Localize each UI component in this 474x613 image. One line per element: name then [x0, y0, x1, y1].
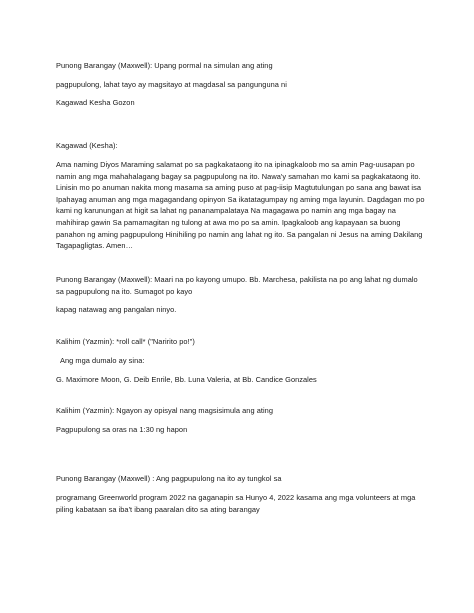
paragraph-opening-name: Kagawad Kesha Gozon — [56, 98, 135, 107]
paragraph-attendees-label: Ang mga dumalo ay sina: — [60, 356, 145, 365]
paragraph-roll-call-request: Punong Barangay (Maxwell): Maari na po kayong umupo. Bb. Marchesa, pakilista na po ang lahat ng dumalo sa pagpupulong na ito. Sumagot po kayo — [56, 275, 418, 296]
paragraph-topic: Punong Barangay (Maxwell) : Ang pagpupulong na ito ay tungkol sa — [56, 474, 282, 483]
paragraph-opening-statement: Punong Barangay (Maxwell): Upang pormal na simulan ang ating — [56, 61, 273, 70]
paragraph-speaker-kesha: Kagawad (Kesha): — [56, 141, 118, 150]
paragraph-opening-continuation: pagpupulong, lahat tayo ay magsitayo at magdasal sa pangunguna ni — [56, 80, 287, 89]
paragraph-prayer: Ama naming Diyos Maraming salamat po sa pagkakataong ito na ipinagkaloob mo sa amin Pag-uusapan po namin ang mga mahahalagang bagay sa pagpupulong na ito. Nawa'y samahan mo kami sa pagkakataong ito. Linisin mo po anuman nakita mong masama sa aming puso at pag-iisip Magtutulungan po sana ang bawat isa Ipahayag anuman ang mga magagandang opinyon Sa ikatatagumpay ng aming mga layunin. Dagdagan mo po kami ng karunungan at higit sa lahat ng pananampalataya Na magagawa po namin ang mga bagay na mahihirap gawin Sa pamamagitan ng tulong at awa mo po sa amin. Ipagkaloob ang kapayaan sa buong panahon ng aming pagpupulong Hinihiling po namin ang lahat ng ito. Sa pangalan ni Jesus na aming Dakilang Tagapagligtas. Amen… — [56, 160, 425, 251]
paragraph-official-start: Kalihim (Yazmin): Ngayon ay opisyal nang magsisimula ang ating — [56, 406, 273, 415]
paragraph-roll-call: Kalihim (Yazmin): *roll call* ("Naririto po!") — [56, 337, 195, 346]
paragraph-start-time: Pagpupulong sa oras na 1:30 ng hapon — [56, 425, 188, 434]
paragraph-attendees-list: G. Maximore Moon, G. Deib Enrile, Bb. Luna Valeria, at Bb. Candice Gonzales — [56, 375, 317, 384]
paragraph-program-details: programang Greenworld program 2022 na gaganapin sa Hunyo 4, 2022 kasama ang mga volunteers at mga piling kabataan sa iba't ibang paaralan dito sa ating barangay — [56, 493, 416, 514]
paragraph-roll-call-instruction: kapag natawag ang pangalan ninyo. — [56, 305, 177, 314]
